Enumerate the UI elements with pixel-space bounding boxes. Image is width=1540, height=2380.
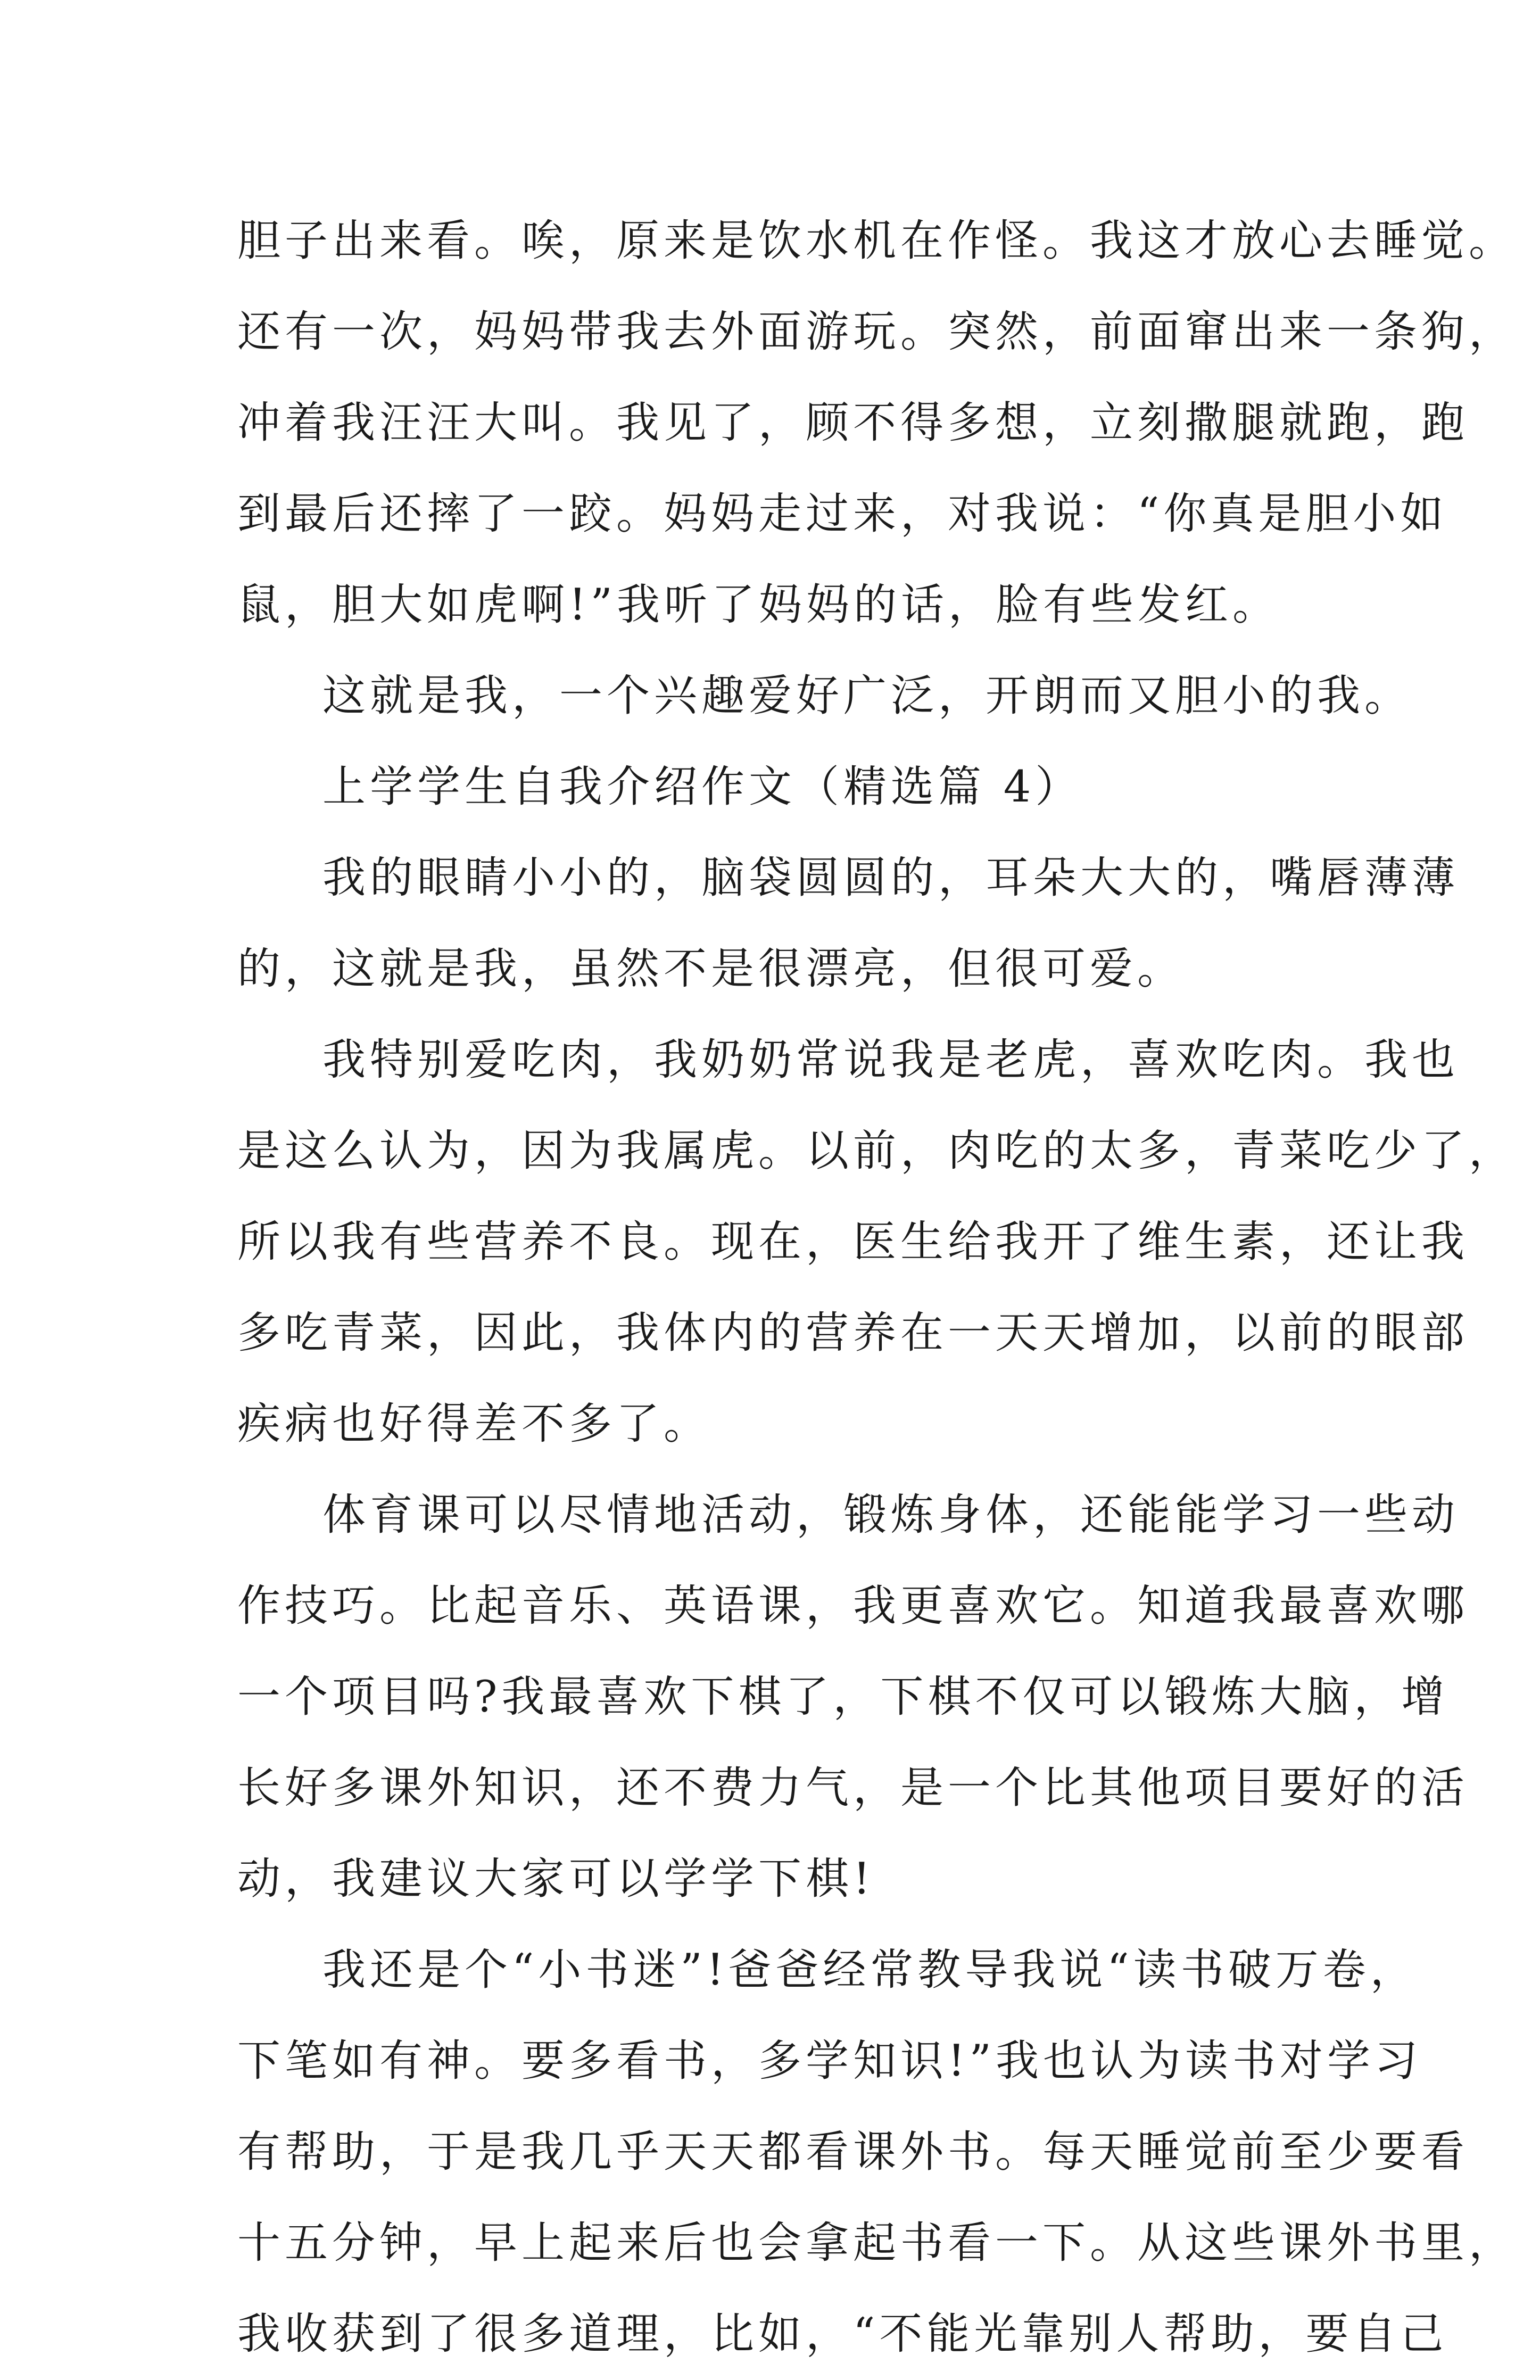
text-line: 我还是个“小书迷”!爸爸经常教导我说“读书破万卷，	[322, 1945, 1418, 1995]
text-line: 十五分钟，早上起来后也会拿起书看一下。从这些课外书里，	[237, 2218, 1517, 2268]
text-line: 疾病也好得差不多了。	[237, 1399, 711, 1449]
text-line: 我特别爱吃肉，我奶奶常说我是老虎，喜欢吃肉。我也	[322, 1035, 1460, 1085]
document-body	[237, 196, 1517, 2380]
text-line: 鼠，胆大如虎啊!”我听了妈妈的话，脸有些发红。	[237, 580, 1280, 630]
text-line: 胆子出来看。唉，原来是饮水机在作怪。我这才放心去睡觉。	[237, 216, 1517, 266]
text-line: 冲着我汪汪大叫。我见了，顾不得多想，立刻撒腿就跑，跑	[237, 398, 1469, 448]
text-line: 这就是我，一个兴趣爱好广泛，开朗而又胆小的我。	[322, 671, 1412, 721]
text-line: 还有一次，妈妈带我去外面游玩。突然，前面窜出来一条狗，	[237, 307, 1517, 357]
text-line: 作技巧。比起音乐、英语课，我更喜欢它。知道我最喜欢哪	[237, 1581, 1469, 1631]
text-line: 动，我建议大家可以学学下棋!	[237, 1854, 875, 1904]
text-line: 有帮助，于是我几乎天天都看课外书。每天睡觉前至少要看	[237, 2127, 1469, 2177]
text-line: 我的眼睛小小的，脑袋圆圆的，耳朵大大的，嘴唇薄薄	[322, 853, 1460, 903]
text-line: 我收获到了很多道理，比如，“不能光靠别人帮助，要自己	[237, 2309, 1448, 2359]
text-line: 的，这就是我，虽然不是很漂亮，但很可爱。	[237, 944, 1185, 994]
text-line: 下笔如有神。要多看书，多学知识!”我也认为读书对学习	[237, 2036, 1422, 2086]
text-line: 多吃青菜，因此，我体内的营养在一天天增加，以前的眼部	[237, 1308, 1469, 1358]
text-line: 所以我有些营养不良。现在，医生给我开了维生素，还让我	[237, 1217, 1469, 1267]
text-line: 到最后还摔了一跤。妈妈走过来，对我说：“你真是胆小如	[237, 489, 1448, 539]
text-line: 体育课可以尽情地活动，锻炼身体，还能能学习一些动	[322, 1490, 1460, 1540]
section-heading: 上学学生自我介绍作文（精选篇 4）	[322, 762, 1083, 812]
text-line: 是这么认为，因为我属虎。以前，肉吃的太多，青菜吃少了，	[237, 1126, 1517, 1176]
text-line: 长好多课外知识，还不费力气，是一个比其他项目要好的活	[237, 1763, 1469, 1813]
text-line: 一个项目吗?我最喜欢下棋了，下棋不仅可以锻炼大脑，增	[237, 1672, 1449, 1722]
